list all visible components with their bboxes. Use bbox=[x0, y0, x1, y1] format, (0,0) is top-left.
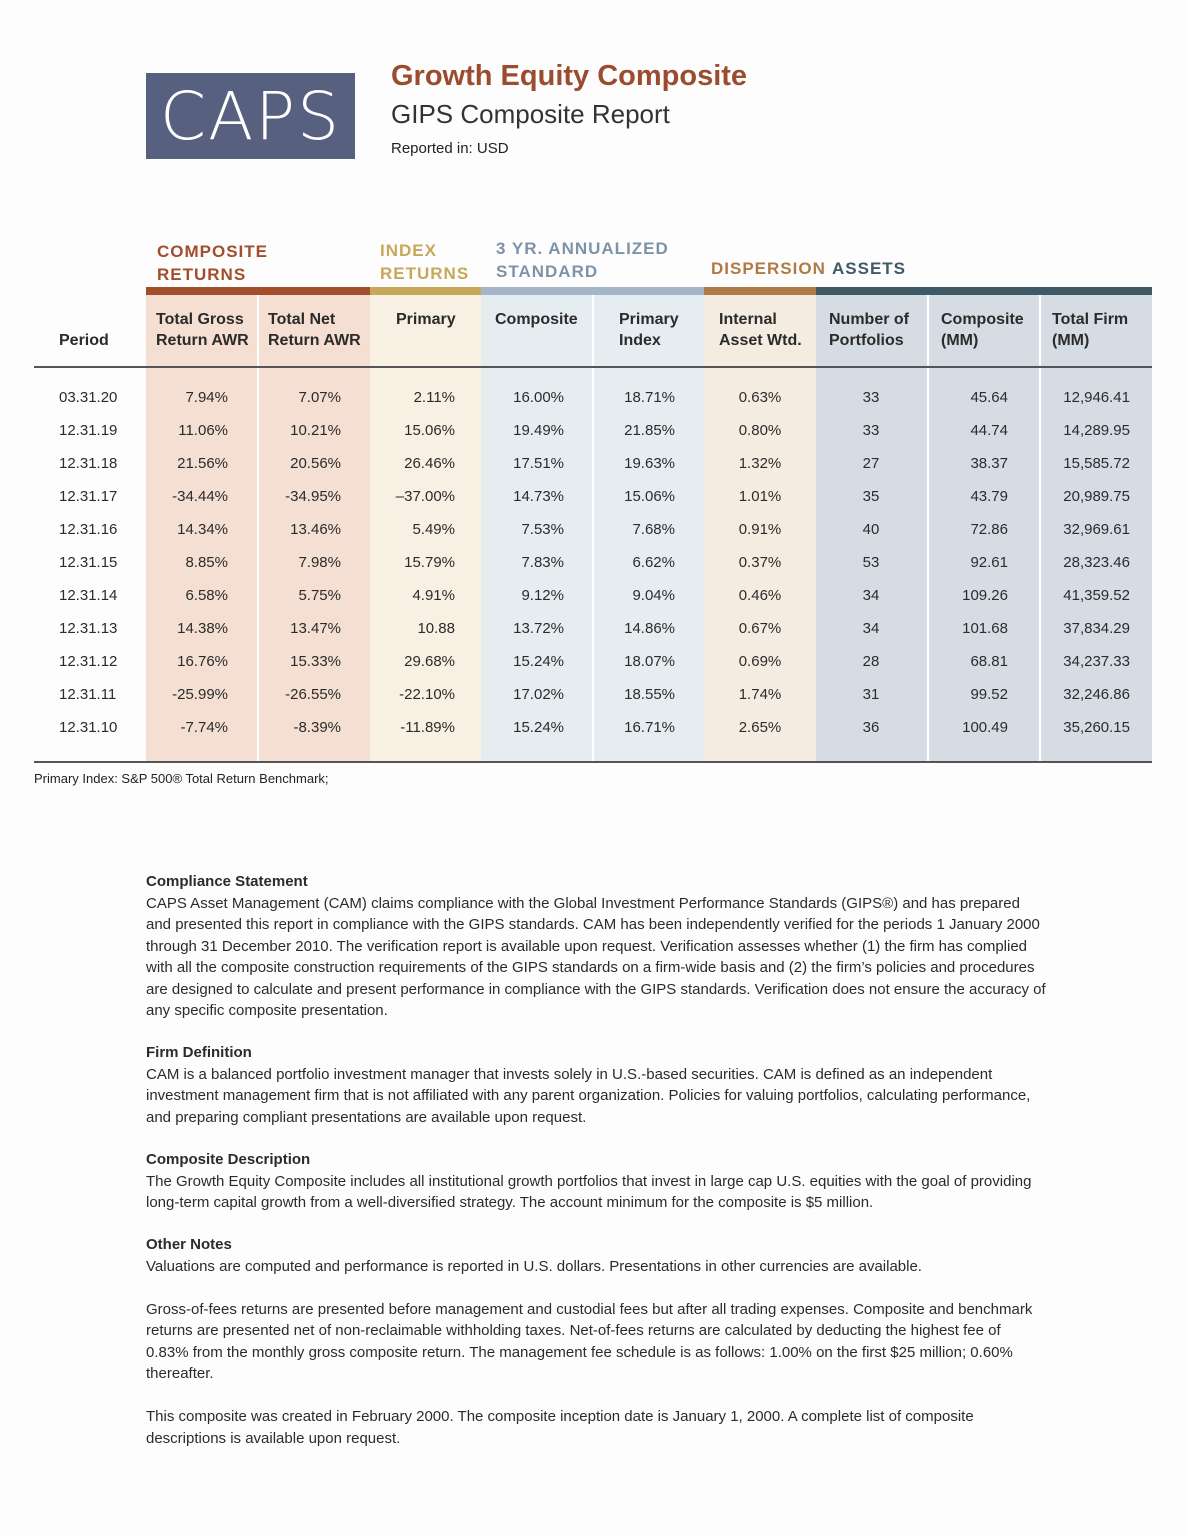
cell-primary: 15.06% bbox=[404, 422, 455, 439]
header-period: Period bbox=[59, 332, 109, 349]
cell-sd-composite: 13.72% bbox=[513, 620, 564, 637]
bar-composite-returns bbox=[146, 287, 370, 295]
group-assets: ASSETS bbox=[832, 259, 907, 278]
cell-primary: -22.10% bbox=[399, 686, 455, 703]
report-title: Growth Equity Composite bbox=[391, 60, 748, 92]
index-footnote: Primary Index: S&P 500® Total Return Benchmark; bbox=[34, 771, 329, 786]
table-bottom-rule bbox=[34, 761, 1152, 763]
table-header-rule bbox=[34, 366, 1152, 368]
bar-std-dev bbox=[481, 287, 704, 295]
cell-period: 12.31.12 bbox=[59, 653, 118, 670]
other-notes-section bbox=[146, 1234, 1046, 1449]
cell-total-net: 13.47% bbox=[290, 620, 341, 637]
cell-sd-composite: 15.24% bbox=[513, 653, 564, 670]
other-notes-heading: Other Notes bbox=[146, 1236, 232, 1253]
cell-sd-primary-index: 16.71% bbox=[624, 719, 675, 736]
cell-sd-primary-index: 9.04% bbox=[632, 587, 675, 604]
cell-sd-composite: 19.49% bbox=[513, 422, 564, 439]
header-total-net: Total Net Return AWR bbox=[268, 311, 361, 349]
cell-number-of-portfolios: 28 bbox=[862, 653, 880, 670]
group-composite-returns: COMPOSITE RETURNS bbox=[157, 242, 269, 284]
cell-total-firm-mm: 41,359.52 bbox=[1063, 587, 1130, 604]
cell-internal-asset-wtd: 1.32% bbox=[738, 455, 782, 472]
cell-number-of-portfolios: 33 bbox=[862, 422, 880, 439]
cell-total-firm-mm: 34,237.33 bbox=[1063, 653, 1130, 670]
compliance-heading: Compliance Statement bbox=[146, 873, 308, 890]
cell-primary: 10.88 bbox=[417, 620, 455, 637]
header-total-firm-mm: Total Firm (MM) bbox=[1052, 311, 1129, 349]
cell-composite-mm: 72.86 bbox=[970, 521, 1008, 538]
other-notes-text: Gross-of-fees returns are presented before management and custodial fees but after all trading expenses. Composite and benchmark returns are presented net of non-reclaimable withholding taxes. Net-of-fees returns are calculated by deducting the highest fee of 0.83% from the monthly gross composite return. The management fee schedule is as follows: 1.00% on the first $25 million; 0.60% thereafter. bbox=[146, 1300, 1033, 1382]
cell-total-net: 10.21% bbox=[290, 422, 341, 439]
other-notes-text: This composite was created in February 2000. The composite inception date is January 1, 2000. A complete list of composite descriptions is available upon request. bbox=[146, 1408, 974, 1447]
cell-primary: 29.68% bbox=[404, 653, 455, 670]
composite-description-heading: Composite Description bbox=[146, 1151, 311, 1168]
cell-sd-primary-index: 7.68% bbox=[632, 521, 675, 538]
firm-definition-heading: Firm Definition bbox=[146, 1044, 252, 1061]
cell-total-net: 20.56% bbox=[290, 455, 341, 472]
cell-sd-primary-index: 21.85% bbox=[624, 422, 675, 439]
cell-internal-asset-wtd: 0.63% bbox=[738, 389, 782, 406]
cell-internal-asset-wtd: 1.01% bbox=[738, 488, 782, 505]
cell-composite-mm: 92.61 bbox=[970, 554, 1008, 571]
cell-composite-mm: 43.79 bbox=[970, 488, 1008, 505]
group-index-returns: INDEX RETURNS bbox=[380, 241, 470, 283]
cell-period: 12.31.13 bbox=[59, 620, 118, 637]
cell-total-gross: 7.94% bbox=[185, 389, 228, 406]
cell-composite-mm: 45.64 bbox=[970, 389, 1008, 406]
cell-composite-mm: 109.26 bbox=[962, 587, 1008, 604]
header-sd-primary-index: Primary Index bbox=[619, 311, 679, 349]
cell-total-gross: -25.99% bbox=[172, 686, 228, 703]
cell-number-of-portfolios: 27 bbox=[862, 455, 880, 472]
cell-primary: 15.79% bbox=[404, 554, 455, 571]
cell-period: 12.31.18 bbox=[59, 455, 118, 472]
cell-number-of-portfolios: 34 bbox=[862, 587, 880, 604]
cell-sd-composite: 16.00% bbox=[513, 389, 564, 406]
other-notes-text: Valuations are computed and performance is reported in U.S. dollars. Presentations in other currencies are available. bbox=[146, 1257, 922, 1275]
cell-total-net: 13.46% bbox=[290, 521, 341, 538]
composite-description-section bbox=[146, 1149, 1046, 1214]
header-number-of-portfolios: Number of Portfolios bbox=[829, 311, 909, 349]
cell-internal-asset-wtd: 0.37% bbox=[738, 554, 782, 571]
cell-total-firm-mm: 32,246.86 bbox=[1063, 686, 1130, 703]
cell-composite-mm: 68.81 bbox=[970, 653, 1008, 670]
cell-total-net: 7.98% bbox=[298, 554, 341, 571]
bar-assets bbox=[816, 287, 1152, 295]
cell-total-net: -26.55% bbox=[285, 686, 341, 703]
cell-total-gross: 6.58% bbox=[185, 587, 228, 604]
firm-definition-section bbox=[146, 1042, 1046, 1128]
cell-total-net: 5.75% bbox=[298, 587, 341, 604]
cell-number-of-portfolios: 34 bbox=[862, 620, 880, 637]
cell-primary: 2.11% bbox=[413, 389, 455, 406]
cell-total-gross: 21.56% bbox=[177, 455, 228, 472]
cell-total-net: -34.95% bbox=[285, 488, 341, 505]
cell-total-net: 15.33% bbox=[290, 653, 341, 670]
cell-internal-asset-wtd: 0.80% bbox=[738, 422, 782, 439]
cell-total-firm-mm: 12,946.41 bbox=[1063, 389, 1130, 406]
header-primary: Primary bbox=[396, 311, 456, 328]
cell-sd-primary-index: 18.55% bbox=[624, 686, 675, 703]
group-std-dev: 3 YR. ANNUALIZED STANDARD bbox=[496, 239, 669, 281]
bar-dispersion bbox=[704, 287, 816, 295]
cell-sd-composite: 14.73% bbox=[513, 488, 564, 505]
header-sd-composite: Composite bbox=[495, 311, 578, 328]
cell-number-of-portfolios: 35 bbox=[862, 488, 880, 505]
cell-number-of-portfolios: 40 bbox=[862, 521, 880, 538]
cell-period: 03.31.20 bbox=[59, 389, 118, 406]
cell-composite-mm: 99.52 bbox=[970, 686, 1008, 703]
cell-period: 12.31.14 bbox=[59, 587, 118, 604]
cell-period: 12.31.16 bbox=[59, 521, 118, 538]
cell-primary: 26.46% bbox=[404, 455, 455, 472]
cell-period: 12.31.15 bbox=[59, 554, 118, 571]
cell-number-of-portfolios: 31 bbox=[862, 686, 880, 703]
group-dispersion: DISPERSION bbox=[711, 259, 826, 278]
cell-sd-composite: 15.24% bbox=[513, 719, 564, 736]
cell-total-gross: -7.74% bbox=[180, 719, 228, 736]
cell-composite-mm: 101.68 bbox=[962, 620, 1008, 637]
cell-total-net: 7.07% bbox=[298, 389, 341, 406]
cell-internal-asset-wtd: 0.91% bbox=[738, 521, 782, 538]
cell-sd-composite: 9.12% bbox=[521, 587, 564, 604]
cell-period: 12.31.10 bbox=[59, 719, 118, 736]
cell-composite-mm: 44.74 bbox=[970, 422, 1008, 439]
cell-total-firm-mm: 20,989.75 bbox=[1063, 488, 1130, 505]
cell-total-gross: -34.44% bbox=[172, 488, 228, 505]
cell-internal-asset-wtd: 2.65% bbox=[738, 719, 782, 736]
report-subtitle: GIPS Composite Report bbox=[391, 99, 670, 129]
cell-total-firm-mm: 15,585.72 bbox=[1063, 455, 1130, 472]
cell-number-of-portfolios: 36 bbox=[862, 719, 880, 736]
cell-total-gross: 11.06% bbox=[178, 422, 228, 439]
bar-index-returns bbox=[370, 287, 481, 295]
caps-logo: CAPS bbox=[146, 73, 355, 159]
cell-total-firm-mm: 35,260.15 bbox=[1063, 719, 1130, 736]
cell-sd-primary-index: 18.07% bbox=[624, 653, 675, 670]
cell-internal-asset-wtd: 0.46% bbox=[738, 587, 782, 604]
cell-number-of-portfolios: 33 bbox=[862, 389, 880, 406]
cell-sd-primary-index: 19.63% bbox=[624, 455, 675, 472]
cell-composite-mm: 100.49 bbox=[962, 719, 1008, 736]
cell-internal-asset-wtd: 1.74% bbox=[738, 686, 782, 703]
cell-total-firm-mm: 28,323.46 bbox=[1063, 554, 1130, 571]
cell-sd-primary-index: 18.71% bbox=[624, 389, 675, 406]
reported-currency: Reported in: USD bbox=[391, 140, 509, 157]
cell-primary: 5.49% bbox=[412, 521, 455, 538]
compliance-section bbox=[146, 871, 1046, 1022]
cell-internal-asset-wtd: 0.69% bbox=[738, 653, 782, 670]
cell-sd-composite: 7.53% bbox=[521, 521, 564, 538]
cell-total-gross: 8.85% bbox=[185, 554, 228, 571]
cell-total-gross: 14.38% bbox=[177, 620, 228, 637]
cell-total-firm-mm: 14,289.95 bbox=[1063, 422, 1130, 439]
cell-period: 12.31.19 bbox=[59, 422, 118, 439]
cell-sd-composite: 17.02% bbox=[513, 686, 564, 703]
cell-internal-asset-wtd: 0.67% bbox=[738, 620, 782, 637]
cell-total-firm-mm: 32,969.61 bbox=[1063, 521, 1130, 538]
cell-sd-primary-index: 15.06% bbox=[624, 488, 675, 505]
cell-period: 12.31.11 bbox=[59, 686, 117, 703]
compliance-text: CAPS Asset Management (CAM) claims compliance with the Global Investment Performance Standards (GIPS®) and has prepared and presented this report in compliance with the GIPS standards. CAM has been independently verified for the periods 1 January 2000 through 31 December 2010. The verification report is available upon request. Verification assesses whether (1) the firm has complied with all the composite construction requirements of the GIPS standards on a firm-wide basis and (2) the firm’s policies and procedures are designed to calculate and present performance in compliance with the GIPS standards. Verification does not ensure the accuracy of any specific composite presentation. bbox=[146, 894, 1046, 1019]
cell-number-of-portfolios: 53 bbox=[862, 554, 880, 571]
cell-total-gross: 16.76% bbox=[177, 653, 228, 670]
cell-period: 12.31.17 bbox=[59, 488, 118, 505]
cell-sd-composite: 7.83% bbox=[521, 554, 564, 571]
cell-total-gross: 14.34% bbox=[177, 521, 228, 538]
header-total-gross: Total Gross Return AWR bbox=[156, 311, 249, 349]
cell-primary: 4.91% bbox=[412, 587, 455, 604]
cell-sd-primary-index: 6.62% bbox=[632, 554, 675, 571]
header-internal-asset-wtd: Internal Asset Wtd. bbox=[719, 311, 802, 349]
header-composite-mm: Composite (MM) bbox=[941, 311, 1024, 349]
cell-total-firm-mm: 37,834.29 bbox=[1063, 620, 1130, 637]
cell-total-net: -8.39% bbox=[293, 719, 341, 736]
cell-composite-mm: 38.37 bbox=[970, 455, 1008, 472]
composite-description-text: The Growth Equity Composite includes all institutional growth portfolios that invest in large cap U.S. equities with the goal of providing long-term capital growth from a well-diversified strategy. The account minimum for the composite is $5 million. bbox=[146, 1172, 1032, 1211]
cell-primary: -11.89% bbox=[400, 719, 455, 736]
firm-definition-text: CAM is a balanced portfolio investment manager that invests solely in U.S.-based securities. CAM is defined as an independent investment management firm that is not affiliated with any parent organization. Policies for valuing portfolios, calculating performance, and preparing compliant presentations are available upon request. bbox=[146, 1065, 1031, 1126]
cell-primary: –37.00% bbox=[395, 488, 455, 505]
cell-sd-primary-index: 14.86% bbox=[624, 620, 675, 637]
cell-sd-composite: 17.51% bbox=[513, 455, 564, 472]
